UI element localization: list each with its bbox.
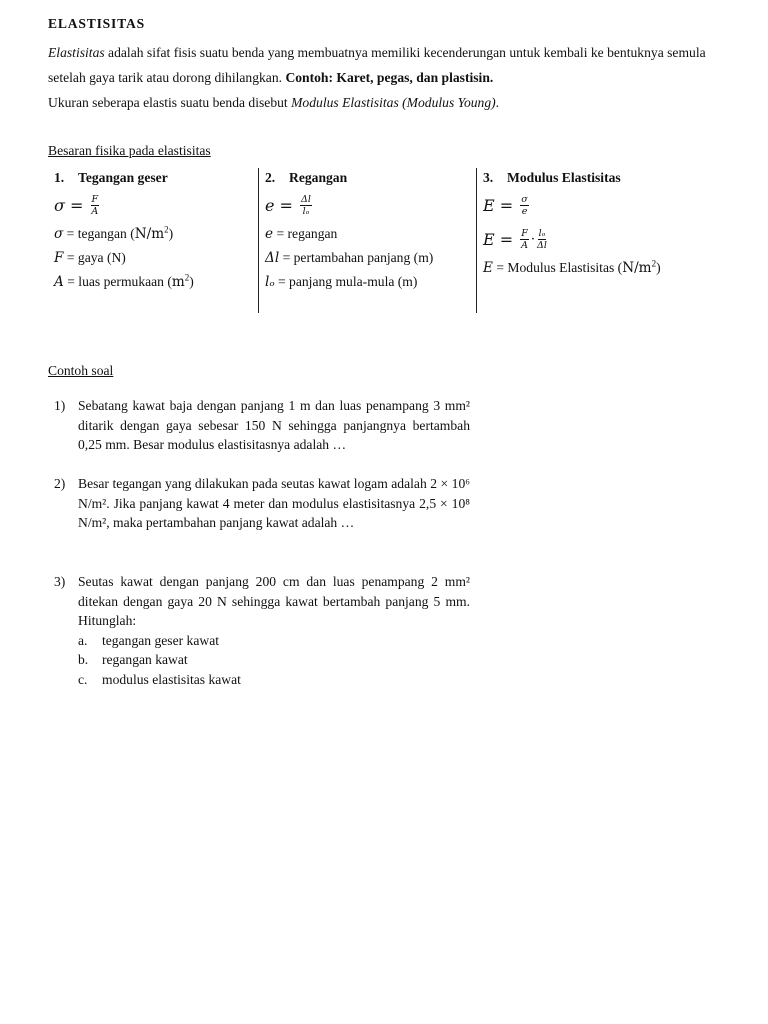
fraction: $\frac{F}{A}$: [521, 227, 528, 251]
fraction: $\frac{\sigma}{e}$: [521, 193, 528, 217]
fraction: $\frac{\Delta l}{\text{lₒ}}$: [301, 193, 311, 217]
definition-line: σ = tegangan $(N/m^2)$: [54, 224, 174, 242]
intro-paragraph: [48, 40, 708, 115]
page-title: ELASTISITAS: [48, 16, 145, 31]
sub-question-c: c. modulus elastisitas kawat: [78, 671, 241, 687]
intro-definition: adalah sifat fisis suatu benda yang membuatnya memiliki kecenderungan untuk kembali ke bentuknya semula setelah gaya tarik atau dorong dihilangkan.: [48, 45, 706, 85]
fraction: $\frac{\text{lₒ}}{\Delta l}$: [537, 227, 547, 251]
intro-line3a: Ukuran seberapa elastis suatu benda disebut: [48, 95, 292, 110]
question-3: 3) Seutas kawat dengan panjang 200 cm dan luas penampang 2 mm² ditekan dengan gaya 20 N sehingga kawat bertambah panjang 5 mm. Hitunglah: a. tegangan geser kawat b. regangan kawat c. modulus elastisitas kawat: [54, 572, 470, 689]
question-1: 1) Sebatang kawat baja dengan panjang 1 m dan luas penampang 3 mm² ditarik dengan gaya sebesar 150 N sehingga panjangnya bertambah 0,25 mm. Besar modulus elastisitasnya adalah …: [54, 398, 470, 452]
formula-regangan: e = $\frac{\Delta l}{\text{lₒ}}$: [265, 193, 311, 217]
fraction: $\frac{F}{A}$: [91, 193, 99, 217]
intro-term: Elastisitas: [48, 45, 105, 60]
section-title-contoh-soal: Contoh soal: [48, 363, 114, 378]
column-heading: 2. Regangan: [265, 170, 348, 185]
column-heading: 1. Tegangan geser: [54, 170, 168, 185]
sub-question-b: b. regangan kawat: [78, 652, 188, 667]
column-tegangan: [54, 168, 254, 313]
definition-line: lₒ = panjang mula-mula (m): [265, 274, 418, 290]
intro-example: Contoh: Karet, pegas, dan plastisin.: [285, 70, 494, 85]
formula-modulus: E = $\frac{\sigma}{e}$: [483, 193, 528, 217]
column-modulus: [476, 168, 713, 313]
question-2: 2) Besar tegangan yang dilakukan pada seutas kawat logam adalah 2 × 10⁶ N/m². Jika panjang kawat 4 meter dan modulus elastisitasnya 2,5 × 10⁸ N/m², maka pertambahan panjang kawat adalah …: [54, 476, 470, 530]
column-heading: 3. Modulus Elastisitas: [483, 170, 621, 185]
definition-line: A = luas permukaan $(m^2)$: [54, 272, 194, 290]
sub-question-a: a. tegangan geser kawat: [78, 632, 220, 648]
formula-tegangan: σ = $\frac{F}{A}$: [54, 193, 99, 217]
definition-line: F = gaya (N): [54, 250, 126, 266]
quantities-table: [48, 168, 728, 313]
definition-line: Δl = pertambahan panjang (m): [265, 250, 434, 266]
intro-line3c: .: [495, 95, 500, 110]
formula-modulus-expanded: E = $\frac{F}{A}$ · $\frac{\text{lₒ}}{\Delta l}$: [483, 227, 547, 251]
section-title-besaran: Besaran fisika pada elastisitas: [48, 143, 211, 158]
column-regangan: [258, 168, 481, 313]
definition-line: e = regangan: [265, 226, 338, 242]
definition-line: E = Modulus Elastisitas $(N/m^2)$: [483, 258, 661, 276]
intro-modulus: Modulus Elastisitas (Modulus Young): [291, 95, 496, 110]
